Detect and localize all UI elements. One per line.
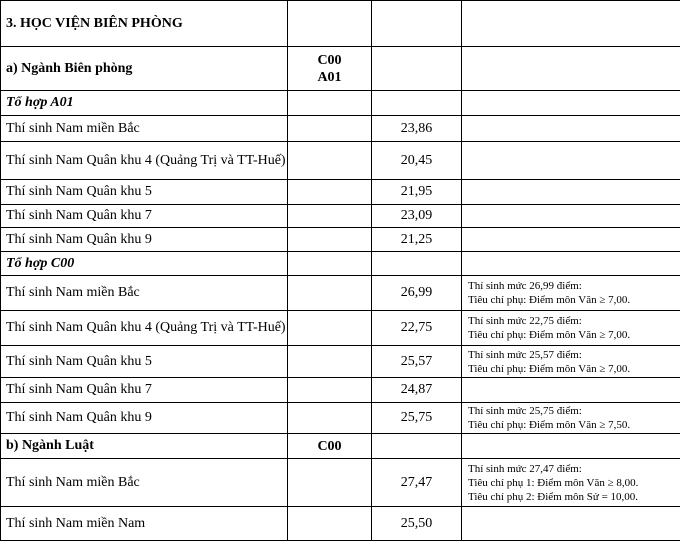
- empty-cell: [288, 228, 372, 252]
- tiebreak-note: [462, 276, 680, 311]
- combination-code: A01: [293, 69, 366, 86]
- major-row: [1, 434, 680, 459]
- major-row: [1, 47, 680, 91]
- empty-cell: [288, 116, 372, 142]
- group-label: Tổ hợp C00: [1, 252, 288, 276]
- section-title: 3. HỌC VIỆN BIÊN PHÒNG: [1, 1, 288, 47]
- empty-cell: [372, 1, 462, 47]
- empty-cell: [462, 205, 680, 228]
- candidate-group: Thí sinh Nam Quân khu 4 (Quảng Trị và TT-Huế): [1, 311, 288, 346]
- table-row: [1, 346, 680, 378]
- major-name: a) Ngành Biên phòng: [1, 47, 288, 91]
- note-line: Thí sinh mức 27,47 điểm:: [468, 462, 675, 476]
- score: 21,25: [372, 228, 462, 252]
- candidate-group: Thí sinh Nam Quân khu 5: [1, 346, 288, 378]
- note-line: Tiêu chí phụ: Điểm môn Văn ≥ 7,50.: [468, 418, 675, 432]
- empty-cell: [462, 180, 680, 205]
- empty-cell: [288, 311, 372, 346]
- score: 25,50: [372, 507, 462, 541]
- tiebreak-note: [462, 346, 680, 378]
- empty-cell: [288, 205, 372, 228]
- group-row: [1, 252, 680, 276]
- empty-cell: [288, 180, 372, 205]
- note-line: Tiêu chí phụ 1: Điểm môn Văn ≥ 8,00.: [468, 476, 675, 490]
- empty-cell: [288, 91, 372, 116]
- empty-cell: [462, 47, 680, 91]
- note-line: Thí sinh mức 22,75 điểm:: [468, 314, 675, 328]
- score: 22,75: [372, 311, 462, 346]
- score: 27,47: [372, 459, 462, 507]
- empty-cell: [288, 276, 372, 311]
- section-row: [1, 1, 680, 47]
- empty-cell: [462, 1, 680, 47]
- combination-code: C00: [288, 434, 372, 459]
- empty-cell: [462, 228, 680, 252]
- score: 20,45: [372, 142, 462, 180]
- score: 26,99: [372, 276, 462, 311]
- candidate-group: Thí sinh Nam miền Bắc: [1, 276, 288, 311]
- table-row: [1, 228, 680, 252]
- table-row: [1, 378, 680, 403]
- empty-cell: [462, 142, 680, 180]
- tiebreak-note: [462, 311, 680, 346]
- group-row: [1, 91, 680, 116]
- empty-cell: [462, 434, 680, 459]
- empty-cell: [288, 507, 372, 541]
- note-line: Tiêu chí phụ 2: Điểm môn Sử = 10,00.: [468, 490, 675, 504]
- combination-code: C00: [293, 52, 366, 69]
- empty-cell: [462, 116, 680, 142]
- tiebreak-note: [462, 403, 680, 434]
- table-row: [1, 311, 680, 346]
- candidate-group: Thí sinh Nam Quân khu 5: [1, 180, 288, 205]
- score: 25,57: [372, 346, 462, 378]
- table-row: [1, 507, 680, 541]
- empty-cell: [288, 252, 372, 276]
- candidate-group: Thí sinh Nam Quân khu 9: [1, 403, 288, 434]
- empty-cell: [288, 142, 372, 180]
- empty-cell: [372, 252, 462, 276]
- score: 23,09: [372, 205, 462, 228]
- table-row: [1, 459, 680, 507]
- note-line: Tiêu chí phụ: Điểm môn Văn ≥ 7,00.: [468, 362, 675, 376]
- candidate-group: Thí sinh Nam Quân khu 4 (Quảng Trị và TT-Huế): [1, 142, 288, 180]
- candidate-group: Thí sinh Nam miền Bắc: [1, 116, 288, 142]
- note-line: Thí sinh mức 25,57 điểm:: [468, 348, 675, 362]
- table-row: [1, 142, 680, 180]
- empty-cell: [372, 91, 462, 116]
- note-line: Tiêu chí phụ: Điểm môn Văn ≥ 7,00.: [468, 293, 675, 307]
- empty-cell: [462, 91, 680, 116]
- table-row: [1, 276, 680, 311]
- tiebreak-note: [462, 459, 680, 507]
- empty-cell: [288, 403, 372, 434]
- candidate-group: Thí sinh Nam Quân khu 7: [1, 378, 288, 403]
- table-row: [1, 205, 680, 228]
- score: 25,75: [372, 403, 462, 434]
- note-line: Tiêu chí phụ: Điểm môn Văn ≥ 7,00.: [468, 328, 675, 342]
- score: 23,86: [372, 116, 462, 142]
- empty-cell: [462, 252, 680, 276]
- table-row: [1, 180, 680, 205]
- empty-cell: [372, 434, 462, 459]
- score: 21,95: [372, 180, 462, 205]
- empty-cell: [288, 346, 372, 378]
- empty-cell: [288, 1, 372, 47]
- major-name: b) Ngành Luật: [1, 434, 288, 459]
- candidate-group: Thí sinh Nam miền Nam: [1, 507, 288, 541]
- empty-cell: [462, 378, 680, 403]
- group-label: Tổ hợp A01: [1, 91, 288, 116]
- table-row: [1, 116, 680, 142]
- note-line: Thí sinh mức 26,99 điểm:: [468, 279, 675, 293]
- score: 24,87: [372, 378, 462, 403]
- empty-cell: [288, 459, 372, 507]
- combination-codes: [288, 47, 372, 91]
- candidate-group: Thí sinh Nam miền Bắc: [1, 459, 288, 507]
- empty-cell: [462, 507, 680, 541]
- table-row: [1, 403, 680, 434]
- candidate-group: Thí sinh Nam Quân khu 7: [1, 205, 288, 228]
- candidate-group: Thí sinh Nam Quân khu 9: [1, 228, 288, 252]
- empty-cell: [372, 47, 462, 91]
- empty-cell: [288, 378, 372, 403]
- note-line: Thí sinh mức 25,75 điểm:: [468, 404, 675, 418]
